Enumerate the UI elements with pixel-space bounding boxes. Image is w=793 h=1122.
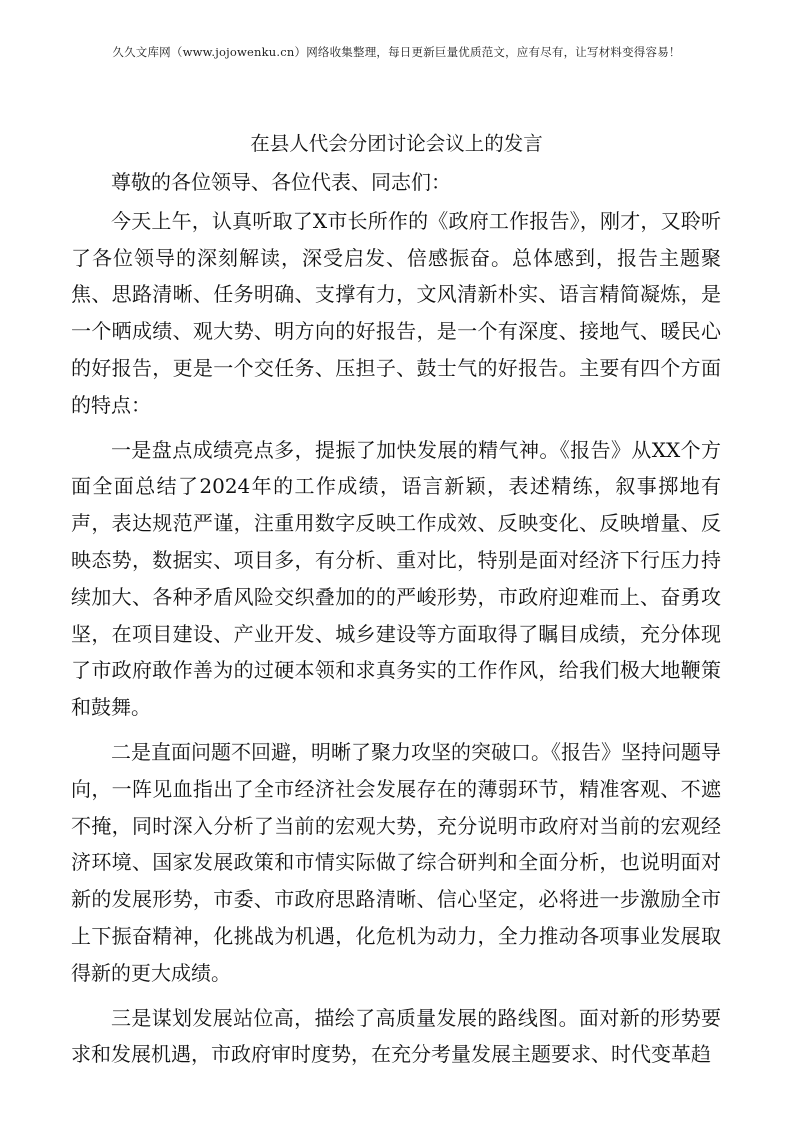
paragraph-point-three: 三是谋划发展站位高，描绘了高质量发展的路线图。面对新的形势要求和发展机遇，市政府审时度势，在充分考量发展主题要求、时代变革趋 <box>71 1005 721 1067</box>
document-title: 在县人代会分团讨论会议上的发言 <box>250 132 543 155</box>
paragraph-point-one: 一是盘点成绩亮点多，提振了加快发展的精气神。《报告》从XX个方面全面总结了2024年的工作成绩，语言新颖，表述精练，叙事掷地有声，表达规范严谨，注重用数字反映工作成效、反映变化、反映增量、反映态势，数据实、项目多，有分析、重对比，特别是面对经济下行压力持续加大、各种矛盾风险交织叠加的的严峻形势，市政府迎难而上、奋勇攻坚，在项目建设、产业开发、城乡建设等方面取得了瞩目成绩，充分体现了市政府敢作善为的过硬本领和求真务实的工作作风，给我们极大地鞭策和鼓舞。 <box>71 437 721 720</box>
paragraph-intro: 今天上午，认真听取了X市长所作的《政府工作报告》，刚才，又聆听了各位领导的深刻解读，深受启发、倍感振奋。总体感到，报告主题聚焦、思路清晰、任务明确、支撑有力，文风清新朴实、语言精简凝炼，是一个晒成绩、观大势、明方向的好报告，是一个有深度、接地气、暖民心的好报告，更是一个交任务、压担子、鼓士气的好报告。主要有四个方面的特点： <box>71 208 721 417</box>
greeting: 尊敬的各位领导、各位代表、同志们： <box>111 170 451 194</box>
paragraph-point-two: 二是直面问题不回避，明晰了聚力攻坚的突破口。《报告》坚持问题导向，一阵见血指出了全市经济社会发展存在的薄弱环节，精准客观、不遮不掩，同时深入分析了当前的宏观大势，充分说明市政府对当前的宏观经济环境、国家发展政策和市情实际做了综合研判和全面分析，也说明面对新的发展形势，市委、市政府思路清晰、信心坚定，必将进一步激励全市上下振奋精神，化挑战为机遇，化危机为动力，全力推动各项事业发展取得新的更大成绩。 <box>71 739 721 985</box>
header-note: 久久文库网（www.jojowenku.cn）网络收集整理，每日更新巨量优质范文，应有尽有，让写材料变得容易！ <box>112 45 681 59</box>
document-body <box>71 164 721 1081</box>
